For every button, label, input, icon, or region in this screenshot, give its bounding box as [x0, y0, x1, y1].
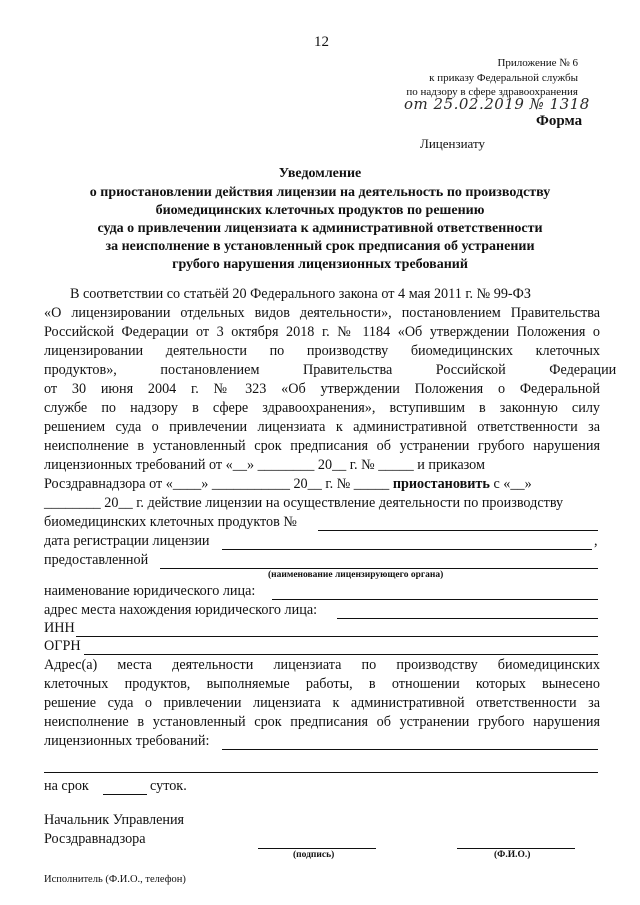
title-line-3: биомедицинских клеточных продуктов по решению: [155, 203, 485, 218]
appendix-line-3: по надзору в сфере здравоохранения: [406, 86, 578, 98]
para-line-7: службе по надзору в сфере здравоохранения», вступившим в законную силу: [44, 400, 600, 416]
para2-line-2: клеточных продуктов, выполняемые работы, в отношении которых вынесено: [44, 676, 600, 692]
para2-line-3: решение суда о привлечении лицензиата к административной ответственности за: [44, 695, 600, 711]
title-line-6: грубого нарушения лицензионных требований: [172, 257, 468, 272]
legal-address-label: адрес места нахождения юридического лица:: [44, 602, 318, 618]
provided-label: предоставленной: [44, 552, 149, 568]
signer-line-1: Начальник Управления: [44, 812, 185, 828]
licensing-organ-caption: (наименование лицензирующего органа): [268, 570, 444, 580]
para2-line-1: Адрес(а) места деятельности лицензиата по производству биомедицинских: [44, 657, 600, 673]
reg-date-line[interactable]: [222, 549, 592, 550]
para-line-4: лицензировании деятельности по производству биомедицинских клеточных: [44, 343, 600, 359]
para-line-10: лицензионных требований от «__» ________ 20__ г. № _____ и приказом: [44, 457, 485, 473]
page-number: 12: [314, 34, 329, 50]
appendix-line-2: к приказу Федеральной службы: [429, 72, 578, 84]
para-line-2: «О лицензировании отдельных видов деятельности», постановлением Правительства: [44, 305, 600, 321]
order-date-number-stamp: от 25.02.2019 № 1318: [404, 95, 590, 113]
reg-date-label: дата регистрации лицензии: [44, 533, 210, 549]
term-prefix: на срок: [44, 778, 89, 794]
para2-line-4: неисполнение в установленный срок предписания об устранении грубого нарушения: [44, 714, 600, 730]
signer-line-2: Росздравнадзора: [44, 831, 146, 847]
para2-line-5: лицензионных требований:: [44, 733, 210, 749]
para-line-1: В соответствии со статьёй 20 Федерального закона от 4 мая 2011 г. № 99-ФЗ: [70, 286, 531, 302]
executor-note: Исполнитель (Ф.И.О., телефон): [44, 874, 186, 885]
inn-label: ИНН: [44, 620, 75, 636]
para-line-9: неисполнение в установленный срок предписания об устранении грубого нарушения: [44, 438, 600, 454]
para-line-6: от 30 июня 2004 г. № 323 «Об утверждении Положения о Федеральной: [44, 381, 600, 397]
legal-address-line[interactable]: [337, 618, 598, 619]
reg-date-comma: ,: [594, 533, 598, 549]
term-suffix: суток.: [150, 778, 187, 794]
licensing-organ-line[interactable]: [160, 568, 598, 569]
legal-name-label: наименование юридического лица:: [44, 583, 256, 599]
ogrn-label: ОГРН: [44, 638, 81, 654]
para-line-12: ________ 20__ г. действие лицензии на осуществление деятельности по производству: [44, 495, 564, 511]
suspend-keyword: приостановить: [392, 476, 490, 492]
form-label: Форма: [536, 113, 583, 129]
title-line-4: суда о привлечении лицензиата к административной ответственности: [97, 221, 543, 236]
signature-caption: (подпись): [293, 850, 335, 860]
license-number-line[interactable]: [318, 530, 598, 531]
activity-address-line-2[interactable]: [44, 772, 598, 773]
para-line-13: биомедицинских клеточных продуктов №: [44, 514, 297, 530]
title-line-1: Уведомление: [278, 166, 362, 181]
para-line-11-end: с «__»: [493, 476, 532, 492]
full-name-line[interactable]: [457, 848, 575, 849]
title-line-2: о приостановлении действия лицензии на деятельность по производству: [89, 185, 551, 200]
activity-address-line[interactable]: [222, 749, 598, 750]
para-line-3: Российской Федерации от 3 октября 2018 г. № 1184 «Об утверждении Положения о: [44, 324, 600, 340]
appendix-line-1: Приложение № 6: [497, 57, 578, 69]
addressee: Лицензиату: [420, 136, 485, 151]
para-line-11: [44, 476, 600, 493]
para-line-8: решением суда о привлечении лицензиата к административной ответственности за: [44, 419, 600, 435]
term-days-line[interactable]: [103, 794, 147, 795]
legal-name-line[interactable]: [272, 599, 598, 600]
title-line-5: за неисполнение в установленный срок предписания об устранении: [105, 239, 535, 254]
inn-line[interactable]: [76, 636, 598, 637]
signature-line[interactable]: [258, 848, 376, 849]
para-line-11-start: Росздравнадзора от «____» ___________ 20__ г. № _____: [44, 476, 390, 492]
ogrn-line[interactable]: [84, 654, 598, 655]
para-line-5: продуктов», постановлением Правительства Российской Федерации: [44, 362, 617, 378]
full-name-caption: (Ф.И.О.): [494, 850, 531, 860]
